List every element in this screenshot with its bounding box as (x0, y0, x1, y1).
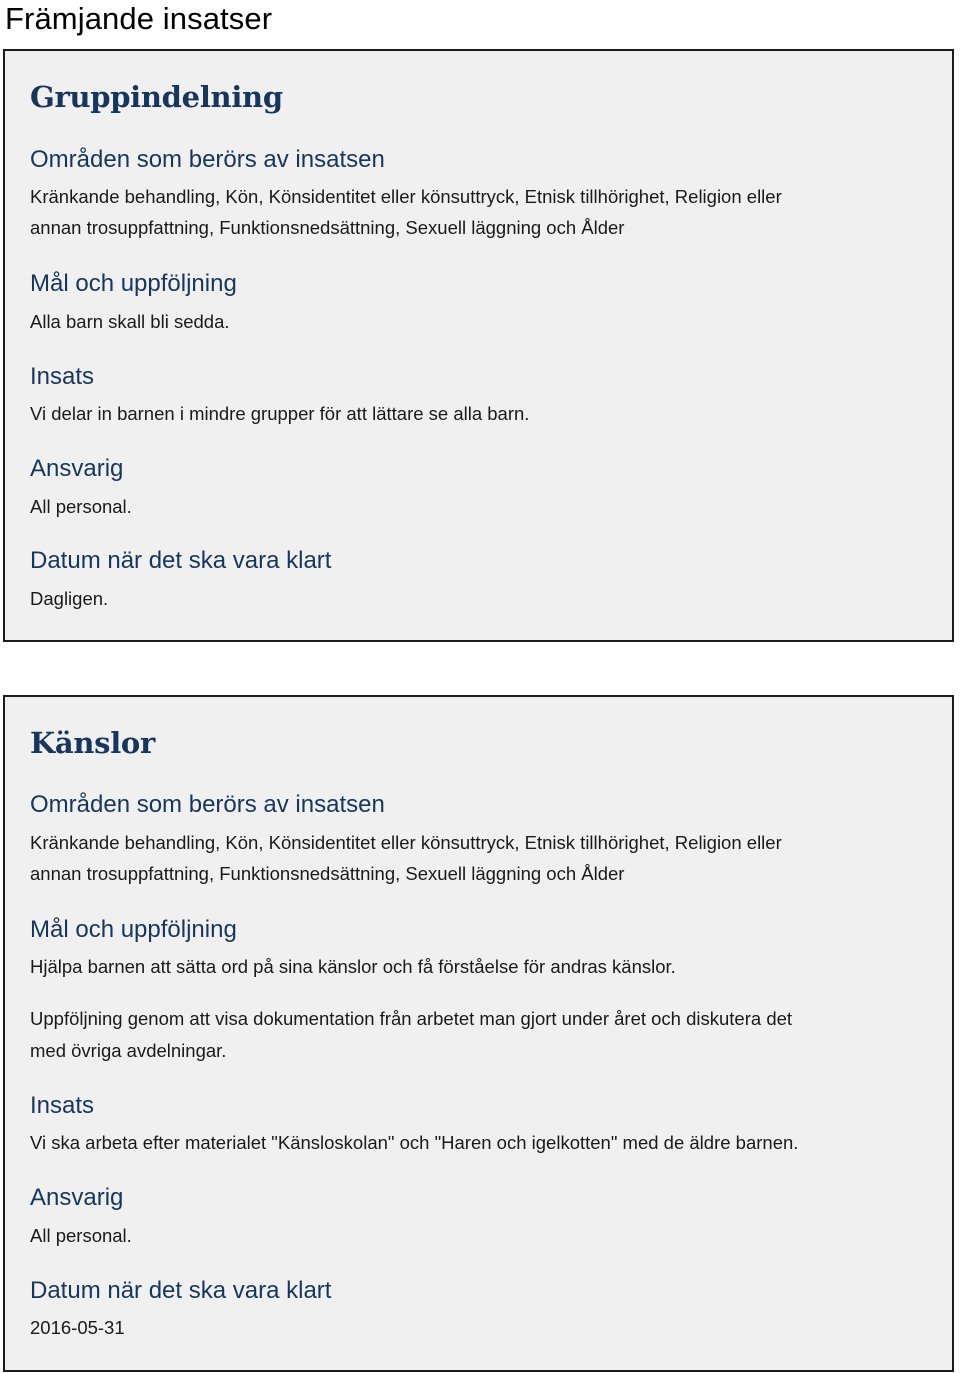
areas-label: Områden som berörs av insatsen (30, 791, 385, 818)
areas-text-line-2: annan trosuppfattning, Funktionsnedsättning, Sexuell läggning och Ålder (30, 863, 625, 884)
responsible-label: Ansvarig (30, 455, 124, 482)
goal-label: Mål och uppföljning (30, 916, 237, 943)
section-title: Känslor (30, 726, 155, 760)
insats-section-gruppindelning (3, 49, 954, 642)
date-label: Datum när det ska vara klart (30, 547, 332, 574)
date-text: Dagligen. (30, 588, 109, 609)
responsible-text: All personal. (30, 496, 132, 517)
goal-text-paragraph-2-line-1: Uppföljning genom att visa dokumentation från arbetet man gjort under året och diskutera det (30, 1008, 793, 1029)
goal-label: Mål och uppföljning (30, 270, 237, 297)
section-title: Gruppindelning (30, 80, 283, 114)
responsible-label: Ansvarig (30, 1184, 124, 1211)
effort-label: Insats (30, 1092, 95, 1119)
page-title: Främjande insatser (5, 1, 273, 36)
areas-text-line-2: annan trosuppfattning, Funktionsnedsättning, Sexuell läggning och Ålder (30, 217, 625, 238)
insats-section-kanslor (3, 695, 954, 1372)
goal-text-paragraph-1: Hjälpa barnen att sätta ord på sina känslor och få förståelse för andras känslor. (30, 956, 676, 977)
effort-text: Vi ska arbeta efter materialet "Känsloskolan" och "Haren och igelkotten" med de äldre barnen. (30, 1132, 799, 1153)
areas-text-line-1: Kränkande behandling, Kön, Könsidentitet eller könsuttryck, Etnisk tillhörighet, Religion eller (30, 186, 782, 207)
date-text: 2016-05-31 (30, 1317, 125, 1338)
goal-text: Alla barn skall bli sedda. (30, 311, 230, 332)
effort-label: Insats (30, 363, 95, 390)
date-label: Datum när det ska vara klart (30, 1277, 332, 1304)
areas-label: Områden som berörs av insatsen (30, 146, 385, 173)
responsible-text: All personal. (30, 1225, 132, 1246)
effort-text: Vi delar in barnen i mindre grupper för att lättare se alla barn. (30, 403, 530, 424)
goal-text-paragraph-2-line-2: med övriga avdelningar. (30, 1040, 227, 1061)
areas-text-line-1: Kränkande behandling, Kön, Könsidentitet eller könsuttryck, Etnisk tillhörighet, Religion eller (30, 832, 782, 853)
